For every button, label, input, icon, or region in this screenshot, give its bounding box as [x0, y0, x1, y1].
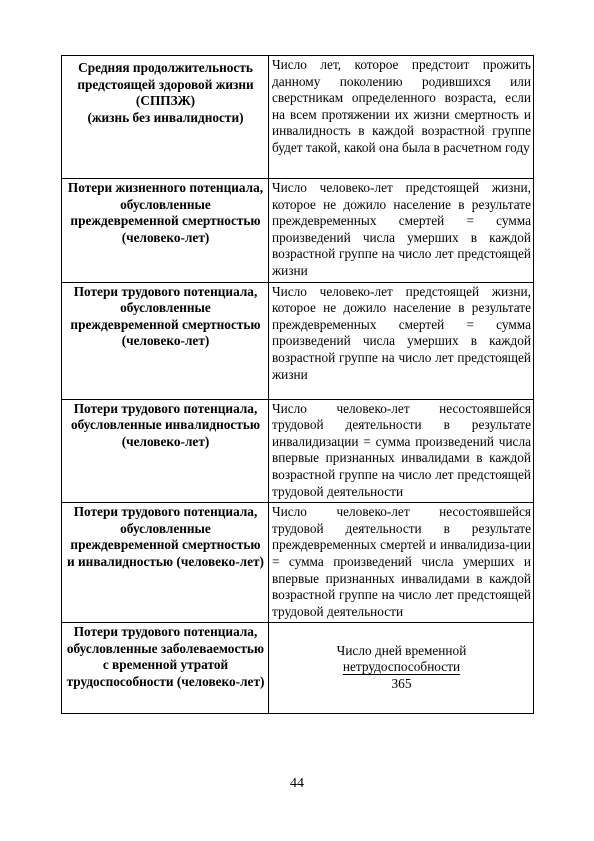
definition-text: Число человеко-лет несостоявшейся трудовой деятельности в результате инвалидизации = сумма произведений числа впервые признанных инвалидами в каждой возрастной группе на число лет предстоящей трудовой деятельности: [272, 400, 531, 499]
term-note: (жизнь без инвалидности): [87, 109, 244, 125]
definition-cell: [269, 399, 534, 503]
page-number: 44: [290, 776, 304, 791]
term-cell: [62, 179, 269, 283]
table-row: [62, 282, 534, 399]
definition-text: Число человеко-лет несостоявшейся трудовой деятельности в результате преждевременных смертей и инвалидиза-ции = сумма произведений числа умерших и впервые признанных инвалидами в каждой возрастной группе на число лет предстоящей трудовой деятельности: [272, 504, 531, 619]
term-cell: [62, 56, 269, 179]
formula: [337, 643, 467, 693]
definition-text: Число человеко-лет предстоящей жизни, которое не дожило население в результате преждевременных смертей = сумма произведений числа умерших в каждой возрастной группе на число лет предстоящей жизни: [272, 180, 531, 278]
term-label: Потери трудового потенциала, обусловленные преждевременной смертностью (человеко-лет): [70, 283, 261, 349]
table-row: [62, 503, 534, 623]
formula-denominator: 365: [391, 676, 412, 692]
formula-cell: [269, 623, 534, 714]
table-row: [62, 56, 534, 179]
definition-text: Число человеко-лет предстоящей жизни, которое не дожило население в результате преждевременных смертей = сумма произведений числа умерших в каждой возрастной группе на число лет предстоящей жизни: [272, 283, 531, 382]
definition-cell: [269, 56, 534, 179]
formula-numerator: нетрудоспособности: [342, 659, 461, 675]
table-row: [62, 179, 534, 283]
table-row: [62, 399, 534, 503]
definition-text: Число лет, которое предстоит прожить данному поколению родившихся или сверстникам определенного возраста, если на всем протяжении их жизни смертность и инвалидность в каждой возрастной группе будет такой, какой она была в расчетном году: [272, 57, 531, 155]
term-cell: [62, 623, 269, 714]
formula-numerator-lead: Число дней временной: [336, 642, 467, 658]
definition-cell: [269, 503, 534, 623]
definition-cell: [269, 282, 534, 399]
term-label: Потери жизненного потенциала, обусловленные преждевременной смертностью (человеко-лет): [67, 180, 264, 245]
term-label: Потери трудового потенциала, обусловленные инвалидностью (человеко-лет): [70, 400, 261, 449]
term-cell: [62, 399, 269, 503]
term-cell: [62, 503, 269, 623]
term-label: Потери трудового потенциала, обусловленные заболеваемостью с временной утратой трудоспособности (человеко-лет): [66, 624, 265, 690]
term-label: Потери трудового потенциала, обусловленные преждевременной смертностью и инвалидностью (человеко-лет): [67, 504, 264, 569]
definition-cell: [269, 179, 534, 283]
term-cell: [62, 282, 269, 399]
term-label: Средняя продолжительность предстоящей здоровой жизни (СППЗЖ): [77, 60, 254, 109]
indicator-definitions-table: [61, 55, 534, 714]
table-row: [62, 623, 534, 714]
